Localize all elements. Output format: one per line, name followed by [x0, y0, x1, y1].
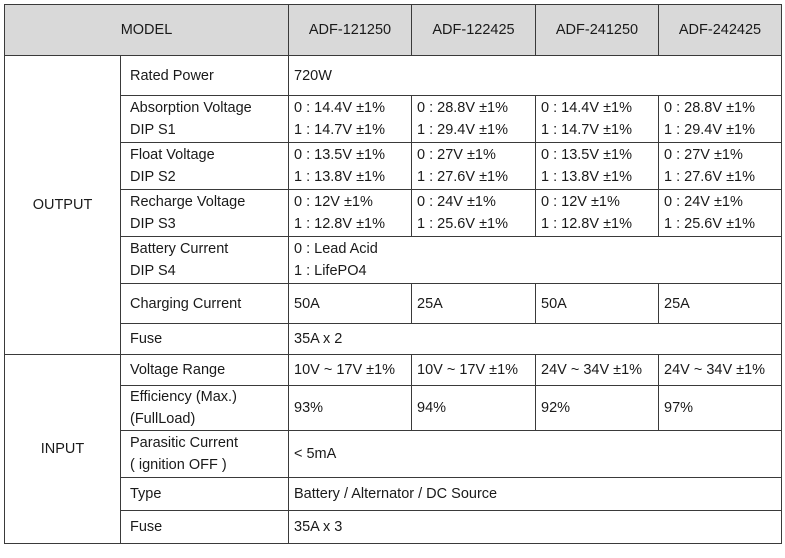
value-line: 1 : 14.7V ±1%	[541, 122, 632, 138]
cell-value: 10V ~ 17V ±1%	[289, 355, 412, 386]
row-label-line: Parasitic Current	[130, 435, 238, 451]
value-line: 0 : 14.4V ±1%	[294, 100, 385, 116]
cell-value	[659, 96, 782, 143]
value-line: 0 : 13.5V ±1%	[541, 147, 632, 163]
value-line: 1 : 29.4V ±1%	[664, 122, 755, 138]
row-label-line: DIP S1	[130, 122, 176, 138]
row-label-line: ( ignition OFF )	[130, 457, 227, 473]
value-line: 1 : 13.8V ±1%	[294, 169, 385, 185]
row-label: Rated Power	[121, 56, 289, 96]
cell-value	[289, 96, 412, 143]
row-type	[5, 478, 782, 511]
model-name: ADF-242425	[659, 5, 782, 56]
cell-value	[536, 190, 659, 237]
row-label: Charging Current	[121, 284, 289, 324]
cell-value: Battery / Alternator / DC Source	[289, 478, 782, 511]
row-label-line: Recharge Voltage	[130, 194, 246, 210]
row-label-line: Battery Current	[130, 241, 229, 257]
cell-value	[659, 190, 782, 237]
row-label: Fuse	[121, 324, 289, 355]
row-label-line: DIP S2	[130, 169, 176, 185]
value-line: 1 : 12.8V ±1%	[294, 216, 385, 232]
row-label	[121, 143, 289, 190]
row-label	[121, 386, 289, 431]
row-absorption-voltage	[5, 96, 782, 143]
row-efficiency	[5, 386, 782, 431]
model-header: MODEL	[5, 5, 289, 56]
row-label	[121, 237, 289, 284]
value-line: 0 : 12V ±1%	[541, 194, 620, 210]
cell-value	[659, 143, 782, 190]
value-line: 1 : 12.8V ±1%	[541, 216, 632, 232]
row-label: Fuse	[121, 511, 289, 544]
row-label-line: Efficiency (Max.)	[130, 389, 237, 405]
value-line: 1 : 25.6V ±1%	[664, 216, 755, 232]
cell-value: < 5mA	[289, 431, 782, 478]
value-line: 1 : 27.6V ±1%	[664, 169, 755, 185]
model-name: ADF-121250	[289, 5, 412, 56]
input-group-label: INPUT	[5, 355, 121, 544]
spec-table	[4, 4, 782, 544]
cell-value: 25A	[412, 284, 536, 324]
value-line: 1 : 25.6V ±1%	[417, 216, 508, 232]
row-charging-current	[5, 284, 782, 324]
row-label	[121, 96, 289, 143]
row-label-line: Float Voltage	[130, 147, 215, 163]
value-line: 0 : 24V ±1%	[664, 194, 743, 210]
cell-value	[289, 143, 412, 190]
value-line: 1 : 27.6V ±1%	[417, 169, 508, 185]
value-line: 0 : 28.8V ±1%	[664, 100, 755, 116]
cell-value: 24V ~ 34V ±1%	[536, 355, 659, 386]
cell-value	[536, 143, 659, 190]
row-label-line: Absorption Voltage	[130, 100, 252, 116]
model-name: ADF-241250	[536, 5, 659, 56]
cell-value	[412, 190, 536, 237]
row-parasitic-current	[5, 431, 782, 478]
cell-value	[536, 96, 659, 143]
value-line: 0 : 12V ±1%	[294, 194, 373, 210]
value-line: 1 : 29.4V ±1%	[417, 122, 508, 138]
value-line: 0 : 28.8V ±1%	[417, 100, 508, 116]
value-line: 0 : Lead Acid	[294, 241, 378, 257]
row-label: Type	[121, 478, 289, 511]
value-line: 0 : 27V ±1%	[417, 147, 496, 163]
cell-value	[412, 96, 536, 143]
cell-value: 35A x 3	[289, 511, 782, 544]
cell-value: 92%	[536, 386, 659, 431]
row-output-fuse	[5, 324, 782, 355]
value-line: 1 : 13.8V ±1%	[541, 169, 632, 185]
cell-value: 97%	[659, 386, 782, 431]
row-voltage-range	[5, 355, 782, 386]
row-label	[121, 431, 289, 478]
row-recharge-voltage	[5, 190, 782, 237]
row-battery-current	[5, 237, 782, 284]
row-rated-power	[5, 56, 782, 96]
cell-value	[289, 190, 412, 237]
value-line: 0 : 14.4V ±1%	[541, 100, 632, 116]
cell-value: 25A	[659, 284, 782, 324]
cell-value: 50A	[289, 284, 412, 324]
cell-value: 35A x 2	[289, 324, 782, 355]
cell-value: 720W	[289, 56, 782, 96]
value-line: 1 : LifePO4	[294, 263, 367, 279]
header-row	[5, 5, 782, 56]
value-line: 0 : 13.5V ±1%	[294, 147, 385, 163]
value-line: 1 : 14.7V ±1%	[294, 122, 385, 138]
value-line: 0 : 24V ±1%	[417, 194, 496, 210]
cell-value	[289, 237, 782, 284]
cell-value: 94%	[412, 386, 536, 431]
row-float-voltage	[5, 143, 782, 190]
output-group-label: OUTPUT	[5, 56, 121, 355]
row-label: Voltage Range	[121, 355, 289, 386]
model-name: ADF-122425	[412, 5, 536, 56]
row-label-line: DIP S3	[130, 216, 176, 232]
cell-value: 10V ~ 17V ±1%	[412, 355, 536, 386]
cell-value: 24V ~ 34V ±1%	[659, 355, 782, 386]
cell-value: 50A	[536, 284, 659, 324]
cell-value: 93%	[289, 386, 412, 431]
row-label-line: (FullLoad)	[130, 411, 196, 427]
value-line: 0 : 27V ±1%	[664, 147, 743, 163]
row-label	[121, 190, 289, 237]
row-label-line: DIP S4	[130, 263, 176, 279]
row-input-fuse	[5, 511, 782, 544]
cell-value	[412, 143, 536, 190]
